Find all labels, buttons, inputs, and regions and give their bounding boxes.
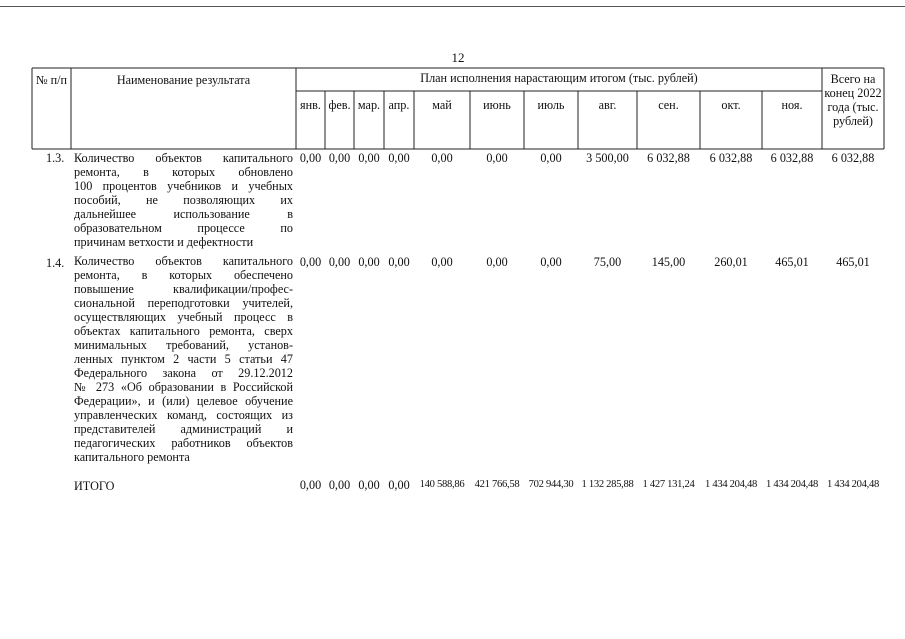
value-aug: 75,00 xyxy=(593,255,622,269)
header-name: Наименование результата xyxy=(116,73,251,87)
total-aug: 1 132 285,88 xyxy=(581,479,634,490)
value-apr: 0,00 xyxy=(388,151,410,165)
value-feb: 0,00 xyxy=(328,255,351,269)
header-total: Всего на конец 2022 года (тыс. рублей) xyxy=(824,72,882,128)
value-jun: 0,00 xyxy=(486,255,508,269)
value-oct: 6 032,88 xyxy=(709,151,753,165)
total-jan: 0,00 xyxy=(299,478,322,492)
total-oct: 1 434 204,48 xyxy=(704,479,758,490)
value-jul: 0,00 xyxy=(540,151,562,165)
total-jul: 702 944,30 xyxy=(528,479,574,490)
value-mar: 0,00 xyxy=(358,151,380,165)
row-description: Количество объектов капитального ремонта, в которых обновлено 100 процентов учебников и учебных пособий, не позволяющих их дальнейшее использование в образовательном процессе по причинам ветхости и дефектности xyxy=(74,151,293,249)
total-mar: 0,00 xyxy=(358,478,380,492)
header-plan: План исполнения нарастающим итогом (тыс. рублей) xyxy=(420,71,698,85)
month-nov: ноя. xyxy=(781,98,803,112)
month-jan: янв. xyxy=(300,98,321,112)
header-num: № п/п xyxy=(35,73,68,87)
value-sep: 6 032,88 xyxy=(647,151,690,165)
row-description: Количество объектов капитального ремонта, в которых обеспечено повышение квалификации/профес- сиональной переподготовки учителей, осуществляющих учебный процесс в объектах капитального ремонта, сверх минимальных требований, установ- ленных пунктом 2 части 5 статьи 47 Федерального закона от 29.12.2012 № 273 «Об образовании в Российской Федерации», и (или) целевое обучение управленческих команд, состоящих из представителей администраций и педагогических работников объектов капитального ремонта xyxy=(74,254,293,464)
value-mar: 0,00 xyxy=(358,255,380,269)
value-may: 0,00 xyxy=(431,151,453,165)
month-sep: сен. xyxy=(658,98,679,112)
month-may: май xyxy=(432,98,452,112)
total-may: 140 588,86 xyxy=(419,479,465,490)
value-total: 465,01 xyxy=(836,255,870,269)
value-oct: 260,01 xyxy=(714,255,748,269)
value-aug: 3 500,00 xyxy=(586,151,629,165)
total-apr: 0,00 xyxy=(388,478,410,492)
month-jun: июнь xyxy=(483,98,511,112)
value-feb: 0,00 xyxy=(328,151,351,165)
month-jul: июль xyxy=(537,98,565,112)
month-oct: окт. xyxy=(721,98,741,112)
month-feb: фев. xyxy=(328,98,351,112)
total-label: ИТОГО xyxy=(74,479,115,493)
row-number: 1.3. xyxy=(46,151,65,165)
value-may: 0,00 xyxy=(431,255,453,269)
total-grand: 1 434 204,48 xyxy=(826,479,880,490)
month-mar: мар. xyxy=(357,98,381,112)
total-nov: 1 434 204,48 xyxy=(765,479,819,490)
value-nov: 465,01 xyxy=(775,255,809,269)
total-jun: 421 766,58 xyxy=(474,479,520,490)
value-apr: 0,00 xyxy=(388,255,410,269)
total-sep: 1 427 131,24 xyxy=(642,479,695,490)
value-nov: 6 032,88 xyxy=(770,151,814,165)
month-aug: авг. xyxy=(598,98,617,112)
month-apr: апр. xyxy=(388,98,410,112)
value-jul: 0,00 xyxy=(540,255,562,269)
row-number: 1.4. xyxy=(46,256,65,270)
value-jan: 0,00 xyxy=(299,255,322,269)
total-feb: 0,00 xyxy=(328,478,351,492)
value-jun: 0,00 xyxy=(486,151,508,165)
value-sep: 145,00 xyxy=(651,255,686,269)
value-jan: 0,00 xyxy=(299,151,322,165)
page-number: 12 xyxy=(451,50,465,65)
value-total: 6 032,88 xyxy=(831,151,875,165)
